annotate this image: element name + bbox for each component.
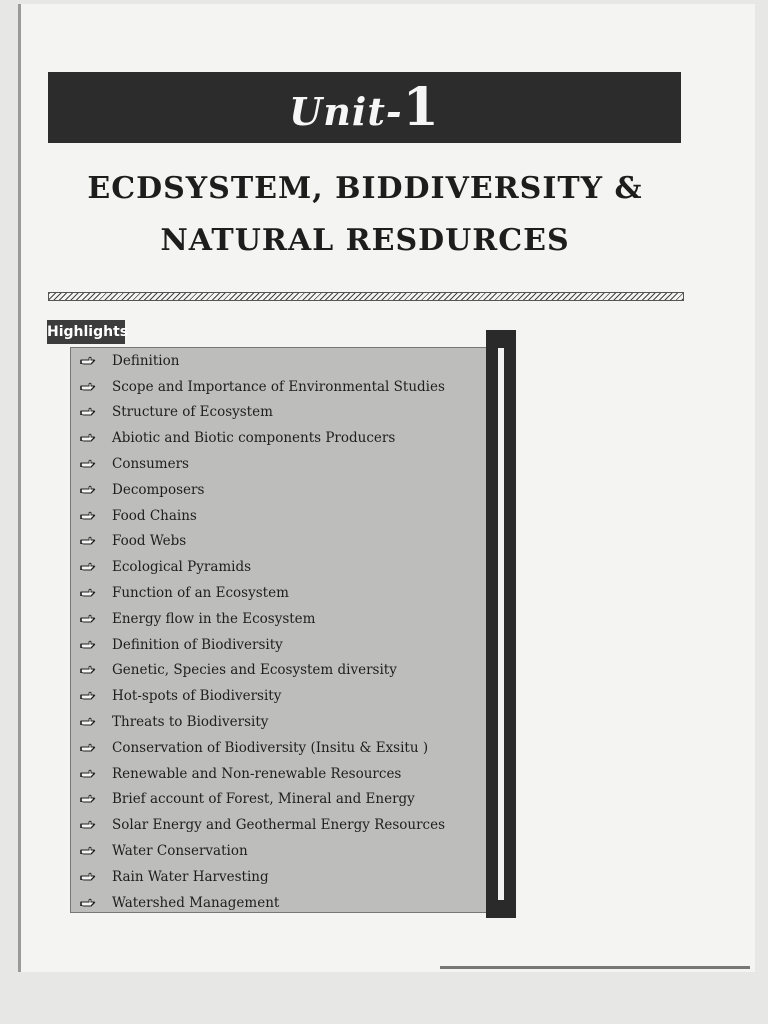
highlight-item — [80, 812, 480, 838]
pointing-hand-icon — [80, 355, 96, 367]
highlight-item-label: Abiotic and Biotic components Producers — [112, 430, 396, 447]
pointing-hand-icon — [80, 819, 96, 831]
unit-heading — [289, 77, 440, 138]
highlight-item-label: Structure of Ecosystem — [112, 404, 273, 421]
hatched-divider — [48, 292, 684, 301]
pointing-hand-icon — [80, 664, 96, 676]
highlight-item-label: Definition — [112, 352, 180, 369]
pointing-hand-icon — [80, 690, 96, 702]
page-bottom-edge — [440, 966, 750, 969]
highlight-item-label: Definition of Biodiversity — [112, 636, 283, 653]
highlight-item-label: Food Webs — [112, 533, 187, 550]
pointing-hand-icon — [80, 639, 96, 651]
pointing-hand-icon — [80, 587, 96, 599]
highlight-item-label: Hot-spots of Biodiversity — [112, 688, 282, 705]
highlight-item-label: Water Conservation — [112, 843, 248, 860]
highlight-item — [80, 890, 480, 916]
chapter-title — [40, 163, 690, 267]
highlights-label: Highlights — [47, 320, 125, 344]
unit-banner — [48, 72, 681, 143]
highlight-item-label: Brief account of Forest, Mineral and Energy — [112, 791, 415, 808]
highlight-item-label: Scope and Importance of Environmental Studies — [112, 378, 445, 395]
highlight-item — [80, 606, 480, 632]
highlight-item — [80, 838, 480, 864]
highlight-item — [80, 864, 480, 890]
highlight-item — [80, 632, 480, 658]
pointing-hand-icon — [80, 716, 96, 728]
highlight-item-label: Genetic, Species and Ecosystem diversity — [112, 662, 397, 679]
highlight-item — [80, 400, 480, 426]
pointing-hand-icon — [80, 381, 96, 393]
pointing-hand-icon — [80, 510, 96, 522]
chapter-title-line-2: NATURAL RESDURCES — [160, 223, 570, 258]
highlight-item — [80, 477, 480, 503]
pointing-hand-icon — [80, 897, 96, 909]
unit-number: 1 — [402, 77, 440, 138]
chapter-title-line-1: ECDSYSTEM, BIDDIVERSITY & — [87, 171, 643, 206]
pointing-hand-icon — [80, 768, 96, 780]
highlight-item — [80, 658, 480, 684]
highlight-item — [80, 503, 480, 529]
highlight-item-label: Threats to Biodiversity — [112, 714, 269, 731]
highlight-item — [80, 348, 480, 374]
highlight-item-label: Consumers — [112, 456, 189, 473]
highlight-item-label: Solar Energy and Geothermal Energy Resources — [112, 817, 446, 834]
highlight-item — [80, 735, 480, 761]
highlight-item-label: Watershed Management — [112, 894, 280, 911]
side-bar-stripe — [498, 348, 504, 900]
highlight-item-label: Renewable and Non-renewable Resources — [112, 765, 402, 782]
highlight-item — [80, 787, 480, 813]
highlight-item — [80, 761, 480, 787]
highlight-item — [80, 451, 480, 477]
highlight-item-label: Ecological Pyramids — [112, 559, 252, 576]
highlight-item — [80, 580, 480, 606]
pointing-hand-icon — [80, 742, 96, 754]
highlight-item-label: Rain Water Harvesting — [112, 868, 269, 885]
pointing-hand-icon — [80, 535, 96, 547]
highlight-item-label: Decomposers — [112, 481, 205, 498]
pointing-hand-icon — [80, 484, 96, 496]
highlight-item — [80, 683, 480, 709]
highlights-list — [80, 348, 480, 916]
pointing-hand-icon — [80, 793, 96, 805]
pointing-hand-icon — [80, 613, 96, 625]
highlight-item — [80, 554, 480, 580]
highlight-item — [80, 529, 480, 555]
pointing-hand-icon — [80, 432, 96, 444]
highlight-item — [80, 374, 480, 400]
highlight-item — [80, 709, 480, 735]
highlight-item-label: Food Chains — [112, 507, 197, 524]
pointing-hand-icon — [80, 561, 96, 573]
pointing-hand-icon — [80, 406, 96, 418]
highlight-item-label: Energy flow in the Ecosystem — [112, 610, 316, 627]
highlight-item-label: Conservation of Biodiversity (Insitu & Exsitu ) — [112, 739, 429, 756]
unit-prefix: Unit- — [289, 89, 403, 134]
pointing-hand-icon — [80, 871, 96, 883]
pointing-hand-icon — [80, 845, 96, 857]
highlight-item — [80, 425, 480, 451]
pointing-hand-icon — [80, 458, 96, 470]
highlights-side-bar — [486, 330, 516, 918]
highlight-item-label: Function of an Ecosystem — [112, 585, 289, 602]
